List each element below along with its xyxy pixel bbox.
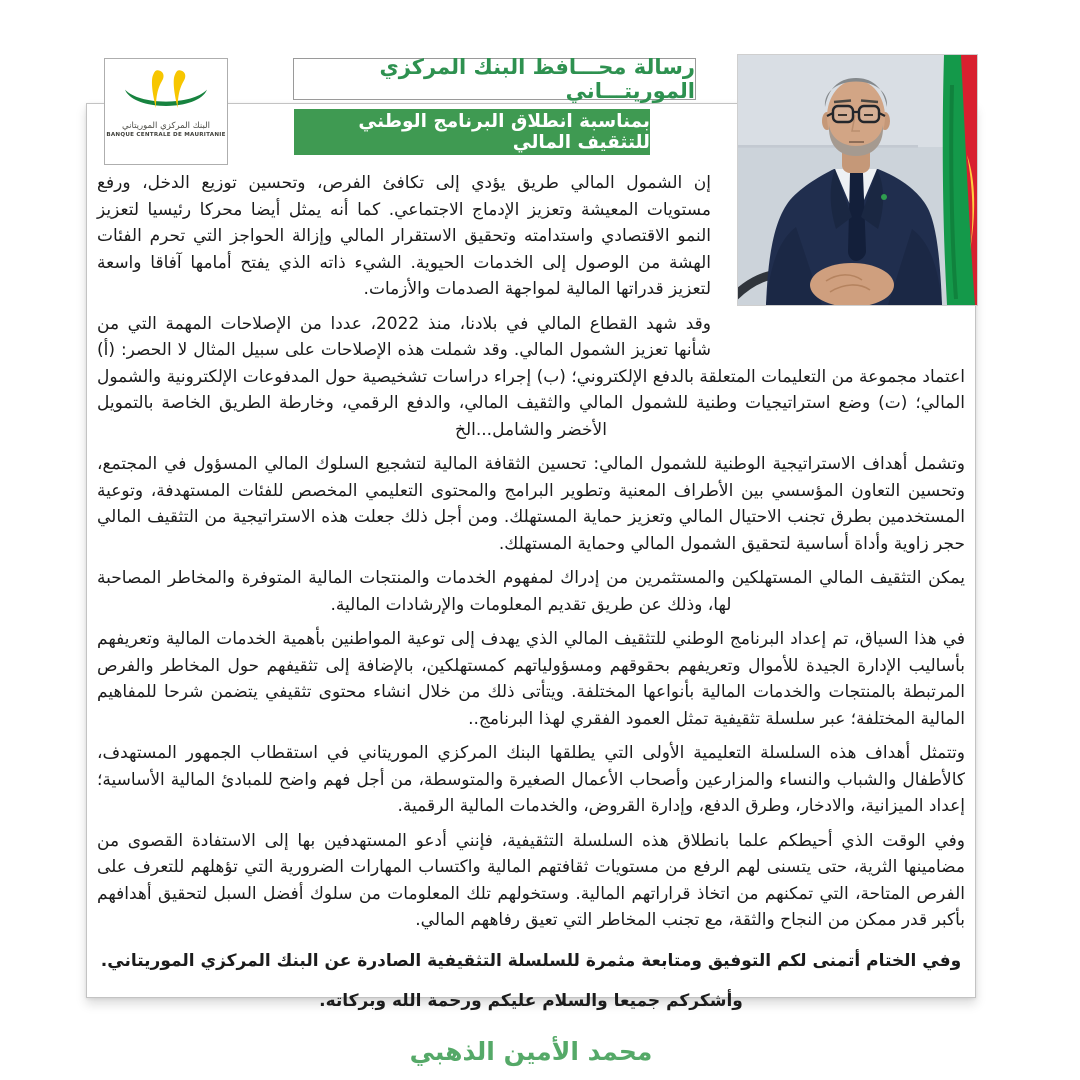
governor-photo	[737, 54, 978, 306]
paragraph-4: يمكن التثقيف المالي المستهلكين والمستثمرين من إدراك لمفهوم الخدمات والمنتجات المالية المتوفرة والمخاطر المصاحبة لها، وذلك عن طريق تقديم المعلومات والإرشادات المالية.	[97, 568, 965, 615]
paragraph-7: وفي الوقت الذي أحيطكم علما بانطلاق هذه السلسلة التثقيفية، فإنني أدعو المستهدفين بها إلى الاستفادة القصوى من مضامينها الثرية، حتى يتسنى لهم الرفع من مستويات ثقافتهم المالية واكتساب المهارات الضرورية التي تؤهلهم للتعرف على الفرص المتاحة، التي تمكنهم من اتخاذ قراراتهم المالية. وستخولهم تلك المعلومات من سلوك أفضل السبل لتحقيق أهدافهم بأكبر قدر ممكن من النجاح والثقة، مع تجنب المخاطر التي تعيق رفاههم المالي.	[97, 830, 965, 930]
bcm-logo-name-arabic: البنك المركزي الموريتاني	[122, 121, 210, 131]
paragraph-5: في هذا السياق، تم إعداد البرنامج الوطني للتثقيف المالي الذي يهدف إلى توعية المواطنين بأهمية الخدمات المالية وتعريفهم بأساليب الإدارة الجيدة للأموال وتعريفهم بحقوقهم ومسؤولياتهم كمستهلكين، بالإضافة إلى تثقيفهم حول المخاطر والفرص المرتبطة بالمنتجات والخدمات المالية بأنواعها المختلفة. ويتأتى ذلك من خلال انشاء محتوى تثقيفي يتضمن شرحا للمفاهيم المالية المختلفة؛ عبر سلسلة تثقيفية تمثل العمود الفقري لهذا البرنامج..	[97, 629, 965, 729]
signature: محمد الأمين الذهبي	[409, 1036, 653, 1066]
letter-title: رسالة محـــافظ البنك المركزي الموريتـــاني	[293, 58, 696, 100]
letter-card	[86, 55, 976, 1066]
bcm-logo-box	[104, 58, 228, 165]
paragraph-2: وقد شهد القطاع المالي في بلادنا، منذ 2022، عددا من الإصلاحات المهمة التي من شأنها تعزيز الشمول المالي. وقد شملت هذه الإصلاحات على سبيل المثال لا الحصر: (أ) اعتماد مجموعة من التعليمات المتعلقة بالدفع الإلكتروني؛ (ب) إجراء دراسات تشخيصية حول المدفوعات الإلكترونية والشمول المالي؛ (ت) وضع استراتيجيات وطنية للشمول المالي والثقيف المالي، والدفع الرقمي، وخارطة الطريق الخاصة بالتمويل الأخضر والشامل...الخ	[97, 313, 965, 440]
bcm-logo-icon	[120, 66, 212, 120]
bcm-logo-name-french: BANQUE CENTRALE DE MAURITANIE	[106, 132, 226, 138]
governor-portrait-illustration	[738, 55, 977, 305]
letter-subtitle: بمناسبة انطلاق البرنامج الوطني للتثقيف المالي	[294, 109, 650, 155]
paragraph-3: وتشمل أهداف الاستراتيجية الوطنية للشمول المالي: تحسين الثقافة المالية لتشجيع السلوك المالي المسؤول في المجتمع، وتحسين التعاون المؤسسي بين الأطراف المعنية وتطوير البرامج والمحتوى التعليمي المخصص للفئات المستهدفة، وتوعية المستخدمين بطرق تجنب الاحتيال المالي وتعزيز حماية المستهلك. ومن أجل ذلك جعلت هذه الاستراتيجية من التثقيف المالي حجر زاوية وأداة أساسية لتحقيق الشمول المالي وحماية المستهلك.	[97, 454, 965, 554]
closing-line-1: وفي الختام أتمنى لكم التوفيق ومتابعة مثمرة للسلسلة التثقيفية الصادرة عن البنك المركزي الموريتاني.	[100, 950, 962, 971]
paragraph-1: إن الشمول المالي طريق يؤدي إلى تكافئ الفرص، وتحسين توزيع الدخل، ورفع مستويات المعيشة وتعزيز الإدماج الاجتماعي. كما أنه يمثل أيضا محركا رئيسيا لتعزيز النمو الاقتصادي واستدامته وتحقيق الاستقرار المالي وإزالة الحواجز التي تحرم الفئات الهشة من الوصول إلى الخدمات الحيوية. الشيء ذاته الذي يفتح أمامها آفاقا واسعة لتعزيز قدراتها المالية لمواجهة الصدمات والأزمات.	[97, 173, 711, 299]
paragraph-6: وتتمثل أهداف هذه السلسلة التعليمية الأولى التي يطلقها البنك المركزي الموريتاني في استقطاب الجمهور المستهدف، كالأطفال والشباب والنساء والمزارعين وأصحاب الأعمال الصغيرة والمتوسطة، من أجل فهم واضح للمبادئ المالية الأساسية؛ إعداد الميزانية، والادخار، وطرق الدفع، وإدارة القروض، والخدمات المالية الرقمية.	[97, 743, 965, 816]
closing-line-2: وأشكركم جميعا والسلام عليكم ورحمة الله وبركاته.	[319, 991, 743, 1011]
